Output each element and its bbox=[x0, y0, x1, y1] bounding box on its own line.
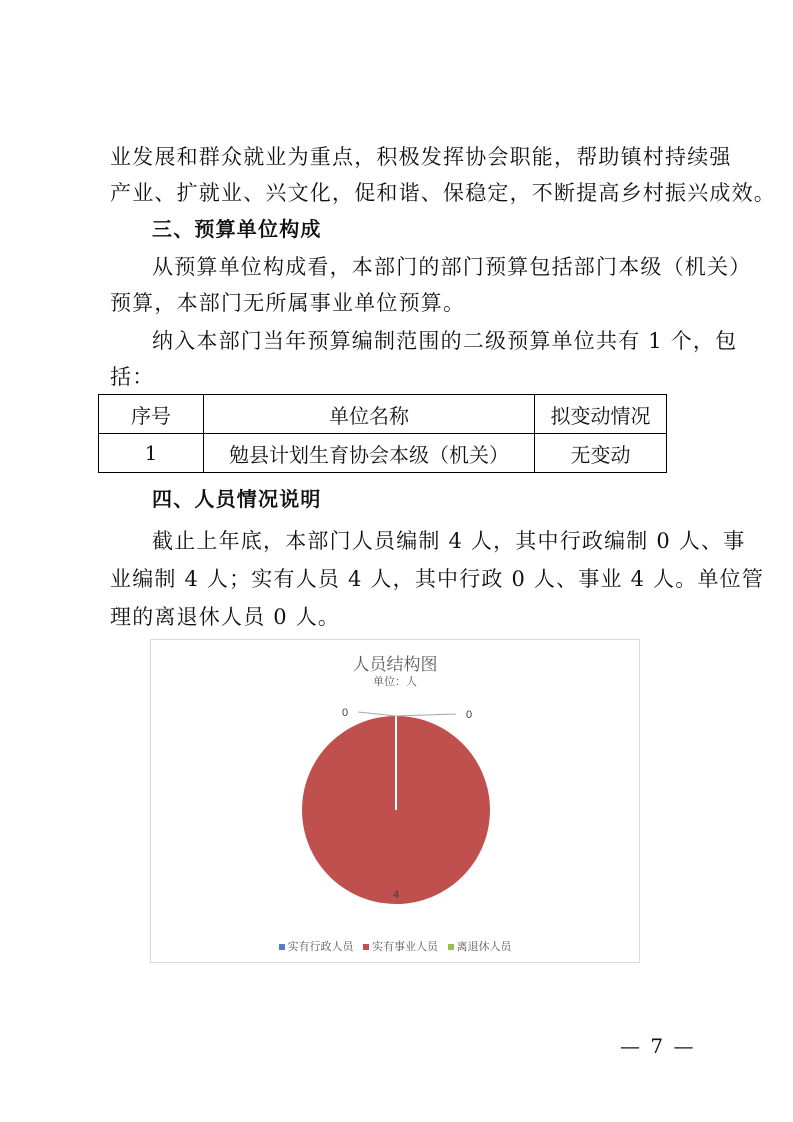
legend-swatch bbox=[448, 944, 454, 950]
page-number: — 7 — bbox=[620, 1034, 696, 1058]
paragraph-line: 业编制 4 人；实有人员 4 人，其中行政 0 人、事业 4 人。单位管 bbox=[110, 567, 765, 591]
pie-plot bbox=[151, 640, 639, 962]
leader-line bbox=[358, 712, 396, 716]
legend-item bbox=[448, 938, 512, 954]
section-heading: 三、预算单位构成 bbox=[152, 217, 322, 241]
paragraph-line: 理的离退休人员 0 人。 bbox=[110, 605, 341, 629]
paragraph-line: 产业、扩就业、兴文化，促和谐、保稳定，不断提高乡村振兴成效。 bbox=[110, 181, 776, 205]
legend-swatch bbox=[363, 944, 369, 950]
legend-swatch bbox=[279, 944, 285, 950]
table-header-cell: 拟变动情况 bbox=[535, 395, 667, 434]
pie-chart bbox=[150, 639, 640, 963]
data-label: 0 bbox=[465, 709, 473, 721]
table-cell: 1 bbox=[99, 434, 204, 473]
table-row bbox=[99, 434, 667, 473]
leader-line bbox=[396, 714, 456, 716]
chart-subtitle: 单位：人 bbox=[373, 675, 417, 688]
paragraph-line: 纳入本部门当年预算编制范围的二级预算单位共有 1 个，包 bbox=[152, 329, 738, 353]
table-header-cell: 序号 bbox=[99, 395, 204, 434]
paragraph-line: 截止上年底，本部门人员编制 4 人，其中行政编制 0 人、事 bbox=[152, 529, 746, 553]
table-cell: 勉县计划生育协会本级（机关） bbox=[204, 434, 535, 473]
legend-label: 离退休人员 bbox=[456, 940, 512, 953]
table-header-row bbox=[99, 395, 667, 434]
legend-item bbox=[279, 938, 354, 954]
paragraph-line: 业发展和群众就业为重点，积极发挥协会职能，帮助镇村持续强 bbox=[110, 145, 732, 169]
chart-title: 人员结构图 bbox=[352, 655, 438, 675]
legend-label: 实有行政人员 bbox=[287, 940, 354, 953]
table-header-cell: 单位名称 bbox=[204, 395, 535, 434]
paragraph-line: 括： bbox=[110, 365, 155, 389]
table-cell: 无变动 bbox=[535, 434, 667, 473]
paragraph-line: 从预算单位构成看，本部门的部门预算包括部门本级（机关） bbox=[152, 255, 752, 279]
legend-label: 实有事业人员 bbox=[372, 940, 438, 953]
data-label: 4 bbox=[392, 889, 400, 901]
section-heading: 四、人员情况说明 bbox=[152, 487, 322, 511]
paragraph-line: 预算，本部门无所属事业单位预算。 bbox=[110, 291, 466, 315]
chart-legend bbox=[151, 938, 639, 954]
data-label: 0 bbox=[341, 707, 349, 719]
unit-table bbox=[98, 394, 667, 473]
legend-item bbox=[363, 938, 438, 954]
